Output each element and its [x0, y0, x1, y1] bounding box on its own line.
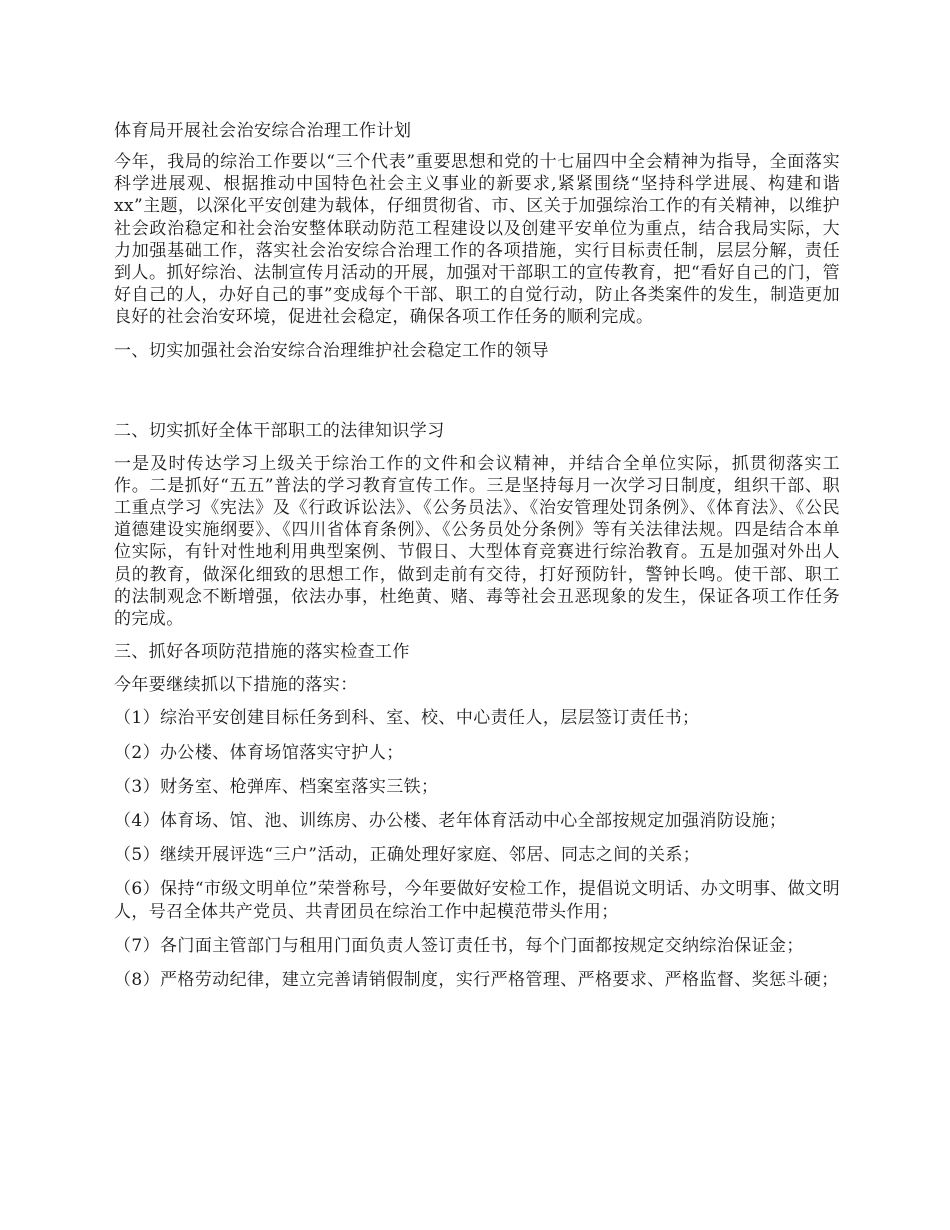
- section-2-heading: 二、切实抓好全体干部职工的法律知识学习: [114, 420, 445, 441]
- list-item-2: （2）办公楼、体育场馆落实守护人；: [114, 742, 404, 763]
- list-item-5: （5）继续开展评选“三户”活动，正确处理好家庭、邻居、同志之间的关系；: [114, 845, 701, 866]
- list-item-4: （4）体育场、馆、池、训练房、办公楼、老年体育活动中心全部按规定加强消防设施；: [114, 811, 787, 832]
- blank-space: [114, 373, 840, 420]
- section-3-intro: 今年要继续抓以下措施的落实：: [114, 675, 358, 696]
- intro-paragraph: 今年，我局的综治工作要以“三个代表”重要思想和党的十七届四中全会精神为指导，全面落实科学进展观、根据推动中国特色社会主义事业的新要求,紧紧围绕“坚持科学进展、构建和谐xx”主题，以深化平安创建为载体，仔细贯彻省、市、区关于加强综治工作的有关精神，以维护社会政治稳定和社会治安整体联动防范工程建设以及创建平安单位为重点，结合我局实际，大力加强基础工作，落实社会治安综合治理工作的各项措施，实行目标责任制，层层分解，责任到人。抓好综治、法制宣传月活动的开展，加强对干部职工的宣传教育，把“看好自己的门，管好自己的人，办好自己的事”变成每个干部、职工的自觉行动，防止各类案件的发生，制造更加良好的社会治安环境，促进社会稳定，确保各项工作任务的顺利完成。: [114, 152, 840, 328]
- list-item-3: （3）财务室、枪弹库、档案室落实三铁；: [114, 776, 439, 797]
- list-item-7: （7）各门面主管部门与租用门面负责人签订责任书，每个门面都按规定交纳综治保证金；: [114, 935, 804, 956]
- list-item-1: （1）综治平安创建目标任务到科、室、校、中心责任人，层层签订责任书；: [114, 708, 700, 729]
- document-title: 体育局开展社会治安综合治理工作计划: [114, 121, 412, 141]
- section-1-heading: 一、切实加强社会治安综合治理维护社会稳定工作的领导: [114, 340, 549, 361]
- list-item-8: （8）严格劳动纪律，建立完善请销假制度，实行严格管理、严格要求、严格监督、奖惩斗硬；: [114, 970, 839, 991]
- list-item-6: （6）保持“市级文明单位”荣誉称号，今年要做好安检工作，提倡说文明话、办文明事、做文明人，号召全体共产党员、共青团员在综治工作中起模范带头作用；: [114, 879, 840, 922]
- section-3-heading: 三、抓好各项防范措施的落实检查工作: [114, 642, 410, 663]
- section-2-paragraph: 一是及时传达学习上级关于综治工作的文件和会议精神，并结合全单位实际，抓贯彻落实工作。二是抓好“五五”普法的学习教育宣传工作。三是坚持每月一次学习日制度，组织干部、职工重点学习《宪法》及《行政诉讼法》、《公务员法》、《治安管理处罚条例》、《体育法》、《公民道德建设实施纲要》、《四川省体育条例》、《公务员处分条例》等有关法律法规。四是结合本单位实际，有针对性地利用典型案例、节假日、大型体育竞赛进行综治教育。五是加强对外出人员的教育，做深化细致的思想工作，做到走前有交待，打好预防针，警钟长鸣。使干部、职工的法制观念不断增强，依法办事，杜绝黄、赌、毒等社会丑恶现象的发生，保证各项工作任务的完成。: [114, 453, 840, 630]
- document-page: [114, 120, 840, 1003]
